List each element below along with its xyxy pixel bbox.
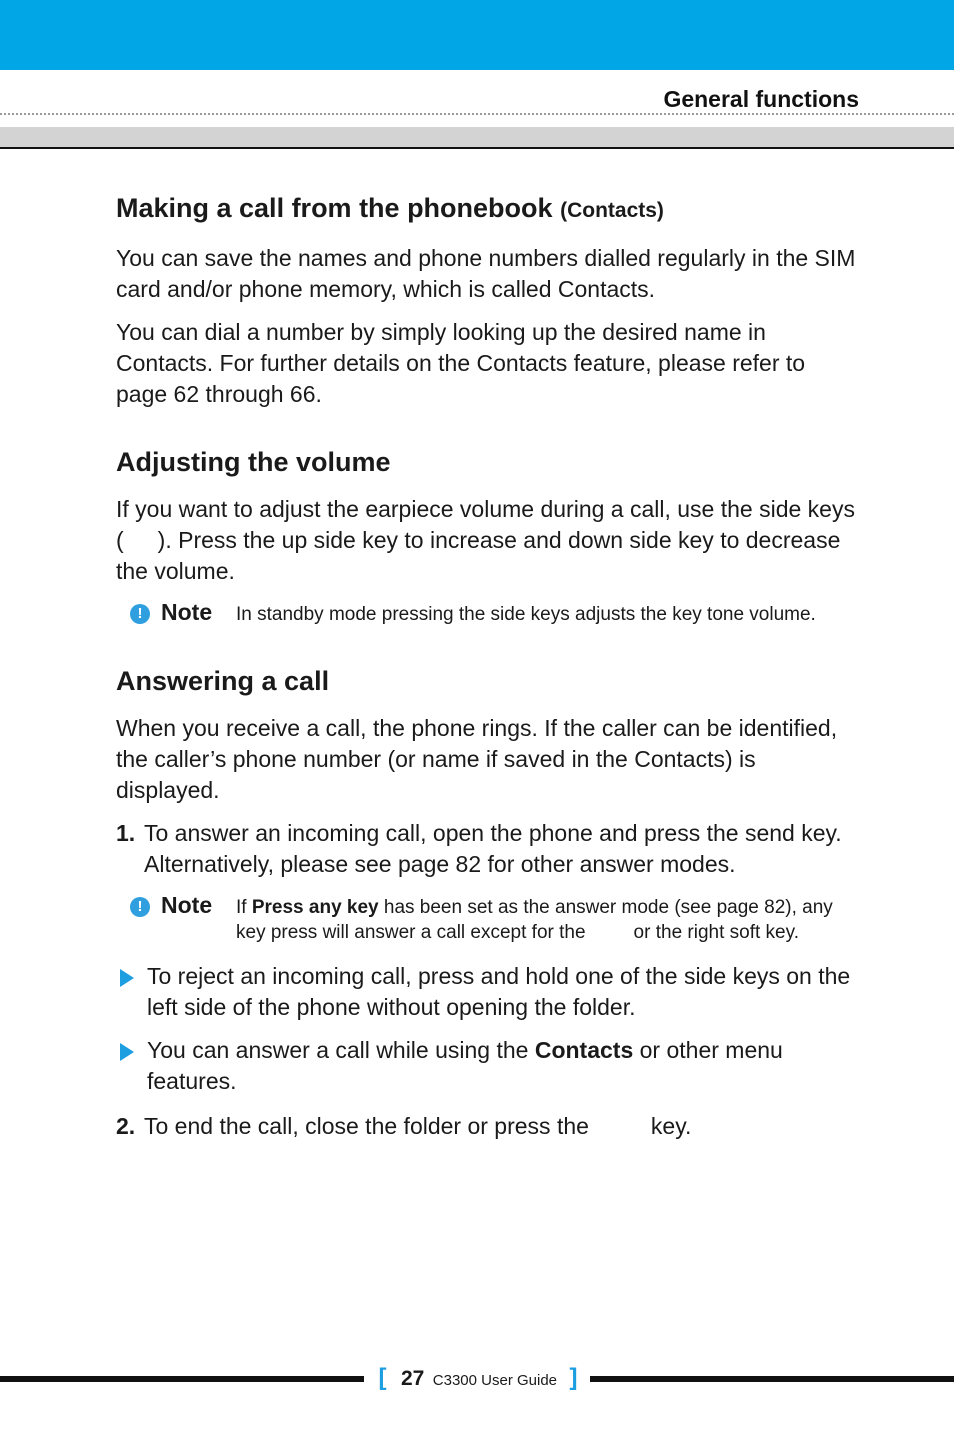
bullet-item [116,1035,861,1097]
answering-heading: Answering a call [116,666,330,696]
phonebook-heading-sub: (Contacts) [560,199,664,222]
step-2 [116,1111,861,1142]
exclamation-icon: ! [130,604,150,624]
header-color-band [0,0,954,70]
phonebook-para-2: You can dial a number by simply looking up the desired name in Contacts. For further details on the Contacts feature, please refer to page 62 through 66. [116,319,806,407]
volume-heading: Adjusting the volume [116,447,391,477]
answer-note [130,892,861,945]
footer-bracket-open: [ [378,1364,387,1391]
phonebook-heading [116,192,861,227]
bullet-text: To reject an incoming call, press and hold one of the side keys on the left side of the phone without opening the folder. [147,963,851,1020]
volume-para [116,494,861,587]
bullet-text: You can answer a call while using the [147,1037,529,1063]
note-text-bold: Press any key [251,897,379,918]
running-header: General functions [663,86,859,112]
volume-para-part-2: ). Press the up side key to increase and down side key to decrease the volume. [116,527,841,584]
note-label: Note [161,892,213,918]
answering-para: When you receive a call, the phone rings. If the caller can be identified, the caller’s phone number (or name if saved in the Contacts) is displayed. [116,715,838,803]
page-content [116,192,861,1154]
footer-bracket-close: ] [569,1364,578,1391]
note-text [236,892,861,945]
step-text: To end the call, close the folder or press the [144,1113,589,1139]
bullet-text: or other menu features. [147,1037,783,1094]
page-footer [376,1364,580,1392]
note-text: In standby mode pressing the side keys adjusts the key tone volume. [236,604,816,625]
step-text: To answer an incoming call, open the phone and press the send key. Alternatively, please see page 82 for other answer modes. [144,820,842,877]
volume-para-part-1: If you want to adjust the earpiece volume during a call, use the side keys ( [116,496,855,553]
phonebook-heading-text: Making a call from the phonebook [116,193,553,223]
step-number: 1. [116,820,136,846]
step-number: 2. [116,1113,136,1139]
step-text: key. [650,1113,692,1139]
volume-note [130,599,861,627]
bullet-arrow-icon [120,1043,134,1061]
step-1 [116,818,861,880]
footer-rule-left [0,1376,364,1382]
note-text-part: If [236,897,247,918]
bullet-arrow-icon [120,969,134,987]
note-label: Note [161,599,213,625]
dotted-divider [0,113,954,115]
bullet-item [116,961,861,1023]
header-gray-band [0,127,954,149]
note-text-part: or the right soft key. [633,922,799,943]
guide-name: C3300 User Guide [432,1372,558,1389]
page-number: 27 [400,1367,425,1390]
exclamation-icon: ! [130,897,150,917]
footer-rule-right [590,1376,954,1382]
phonebook-para-1: You can save the names and phone numbers dialled regularly in the SIM card and/or phone memory, which is called Contacts. [116,245,856,302]
bullet-text-bold: Contacts [534,1037,634,1063]
note-text-part: has been set as the answer mode (see page 82), any key press will answer a call except for the [236,897,833,943]
